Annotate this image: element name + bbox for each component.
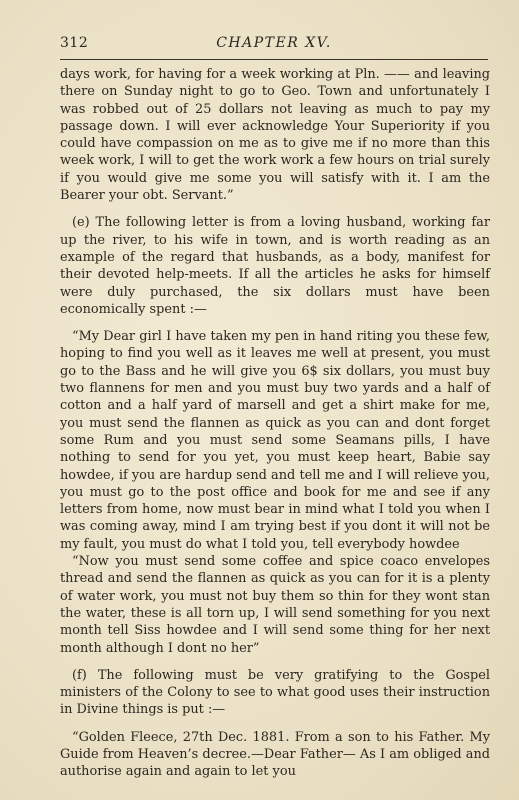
chapter-title: CHAPTER XV.	[216, 35, 332, 51]
paragraph-e-intro: (e) The following letter is from a loving husband, working far up the river, to his wife in town, and is worth reading as an example of the regard that husbands, as a body, manifest for their devoted help-meets. If all the articles he asks for himself were duly purchased, the six dollars must have been economically spent :—	[60, 215, 490, 317]
paragraph-letter-continuation: days work, for having for a week working at Pln. —— and leaving there on Sunday night to go to Geo. Town and unfortunately I was robbed out of 25 dollars not leaving as much to pay my passage down. I will ever acknowledge Your Superiority if you could have compassion on me as to give me if no more than this week work, I will to get the work work a few hours on trial surely if you would give me some you will satisfy with it. I am the Bearer your obt. Servant.”	[60, 67, 490, 204]
paragraph-son-letter: “Golden Fleece, 27th Dec. 1881. From a son to his Father. My Guide from Heaven’s decree.—Dear Father— As I am obliged and authorise again and again to let you	[60, 729, 490, 780]
header-rule	[60, 59, 488, 60]
page-number: 312	[60, 35, 89, 51]
paragraph-f-intro: (f) The following must be very gratifying to the Gospel ministers of the Colony to see to what good uses their instruction in Divine things is put :—	[60, 667, 490, 718]
paragraph-husband-letter: “My Dear girl I have taken my pen in hand riting you these few, hoping to find you well as it leaves me well at present, you must go to the Bass and he will give you 6$ six dollars, you must buy two flannens for men and you must buy two yards and a half of cotton and a half yard of marsell and get a shirt make for me, you must send the flannen as quick as you can and dont forget some Rum and you must send some Seamans pills, I have nothing to send for you yet, you must keep heart, Babie say howdee, if you are hardup send and tell me and I will relieve you, you must go to the post office and book for me and see if any letters from home, now must bear in mind what I told you when I was coming away, mind I am trying best if you dont it will not be my fault, you must do what I told you, tell everybody howdee	[60, 329, 490, 552]
paragraph-husband-letter-postscript: “Now you must send some coffee and spice coaco envelopes thread and send the flannen as quick as you can for it is a plenty of water work, you must not buy them so thin for they wont stan the water, these is all torn up, I will send something for you next month tell Siss howdee and I will send some thing for her next month although I dont no her”	[60, 554, 490, 656]
body-text	[60, 66, 490, 781]
running-head	[60, 35, 488, 55]
